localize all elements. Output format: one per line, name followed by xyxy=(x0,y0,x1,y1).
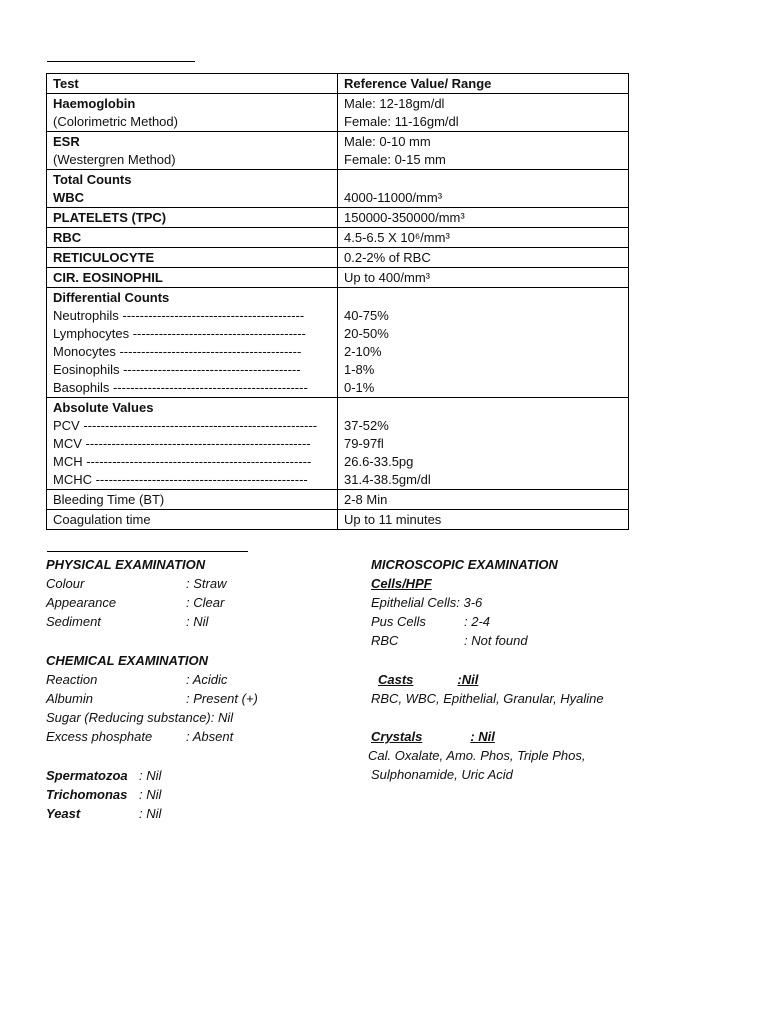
field-label: Reaction xyxy=(46,672,98,687)
chemical-title: CHEMICAL EXAMINATION xyxy=(46,653,209,668)
test-name: RETICULOCYTE xyxy=(53,250,155,265)
reference-value: 37-52% xyxy=(344,418,389,433)
field-label: Trichomonas xyxy=(46,787,128,802)
casts-section xyxy=(371,670,691,708)
field-value: : Straw xyxy=(186,576,227,591)
casts-value: :Nil xyxy=(457,672,479,687)
field-value: : Nil xyxy=(186,614,209,629)
test-cell xyxy=(47,268,338,288)
field-row xyxy=(371,593,671,612)
field-value: : Not found xyxy=(464,633,528,648)
header-reference: Reference Value/ Range xyxy=(338,74,629,94)
reference-cell xyxy=(338,510,629,530)
field-label: Epithelial Cells: 3-6 xyxy=(371,595,483,610)
crystals-heading xyxy=(371,727,691,746)
test-name: (Westergren Method) xyxy=(53,152,176,167)
field-row xyxy=(371,631,671,650)
reference-value: 2-10% xyxy=(344,344,382,359)
reference-cell xyxy=(338,208,629,228)
test-name: Monocytes ------------------------------------------ xyxy=(53,344,302,359)
field-row xyxy=(46,785,346,804)
reference-value xyxy=(344,399,622,417)
reference-value: Male: 12-18gm/dl xyxy=(344,96,445,111)
chemical-examination xyxy=(46,651,346,746)
test-name: Differential Counts xyxy=(53,290,170,305)
test-name: Eosinophils ----------------------------------------- xyxy=(53,362,301,377)
field-row xyxy=(46,612,346,631)
test-cell xyxy=(47,288,338,398)
reference-value xyxy=(344,289,622,307)
test-cell xyxy=(47,398,338,490)
table-row xyxy=(47,510,629,530)
test-name: Haemoglobin xyxy=(53,96,136,111)
table-row xyxy=(47,268,629,288)
field-value: : Clear xyxy=(186,595,225,610)
reference-value: Male: 0-10 mm xyxy=(344,134,431,149)
test-name: RBC xyxy=(53,230,82,245)
field-row xyxy=(46,689,346,708)
reference-value: 0-1% xyxy=(344,380,375,395)
test-name: WBC xyxy=(53,190,85,205)
test-cell xyxy=(47,94,338,132)
test-name: MCV ---------------------------------------------------- xyxy=(53,436,311,451)
field-label: Yeast xyxy=(46,806,81,821)
field-value: : Absent xyxy=(186,729,234,744)
reference-value: 79-97fl xyxy=(344,436,384,451)
test-name: PLATELETS (TPC) xyxy=(53,210,167,225)
field-row xyxy=(46,804,346,823)
test-cell xyxy=(47,208,338,228)
table-row xyxy=(47,490,629,510)
reference-cell xyxy=(338,228,629,248)
table-row xyxy=(47,288,629,398)
test-name: MCH ---------------------------------------------------- xyxy=(53,454,312,469)
microscopic-title: MICROSCOPIC EXAMINATION xyxy=(371,557,558,572)
microscopic-examination xyxy=(371,555,671,650)
reference-cell xyxy=(338,170,629,208)
test-name: Bleeding Time (BT) xyxy=(53,492,165,507)
reference-value: 4.5-6.5 X 10⁶/mm³ xyxy=(344,230,450,245)
field-label: Excess phosphate xyxy=(46,729,153,744)
header-test: Test xyxy=(47,74,338,94)
reference-value: Up to 400/mm³ xyxy=(344,270,430,285)
reference-cell xyxy=(338,398,629,490)
organisms-section xyxy=(46,766,346,823)
reference-value: 2-8 Min xyxy=(344,492,388,507)
physical-examination xyxy=(46,555,346,631)
test-name: ESR xyxy=(53,134,80,149)
test-name: MCHC ------------------------------------------------- xyxy=(53,472,308,487)
test-name: Coagulation time xyxy=(53,512,151,527)
table-row xyxy=(47,94,629,132)
test-name: PCV ------------------------------------------------------ xyxy=(53,418,318,433)
test-name: CIR. EOSINOPHIL xyxy=(53,270,163,285)
reference-value: Female: 0-15 mm xyxy=(344,152,446,167)
field-row xyxy=(46,708,346,727)
reference-value: 40-75% xyxy=(344,308,389,323)
field-value: : 2-4 xyxy=(464,614,491,629)
reference-value: 150000-350000/mm³ xyxy=(344,210,465,225)
field-value: : Present (+) xyxy=(186,691,258,706)
reference-value: 4000-11000/mm³ xyxy=(344,190,443,205)
casts-label: Casts xyxy=(378,672,414,687)
field-row xyxy=(46,727,346,746)
test-cell xyxy=(47,490,338,510)
field-row xyxy=(46,593,346,612)
test-cell xyxy=(47,510,338,530)
reference-cell xyxy=(338,132,629,170)
table-row xyxy=(47,248,629,268)
crystals-desc-2: Sulphonamide, Uric Acid xyxy=(371,767,513,782)
field-value: : Nil xyxy=(139,787,162,802)
test-name: Total Counts xyxy=(53,172,132,187)
field-row xyxy=(46,766,346,785)
top-rule xyxy=(47,61,195,62)
field-label: Sediment xyxy=(46,614,101,629)
reference-value: 26.6-33.5pg xyxy=(344,454,414,469)
microscopic-subtitle: Cells/HPF xyxy=(371,576,432,591)
field-row xyxy=(371,612,671,631)
test-name: Absolute Values xyxy=(53,400,154,415)
test-cell xyxy=(47,132,338,170)
test-name: (Colorimetric Method) xyxy=(53,114,178,129)
crystals-value: : Nil xyxy=(470,729,495,744)
casts-heading xyxy=(371,670,691,689)
table-header-row xyxy=(47,74,629,94)
table-row xyxy=(47,208,629,228)
reference-cell xyxy=(338,288,629,398)
reference-cell xyxy=(338,94,629,132)
table-row xyxy=(47,170,629,208)
field-value: : Nil xyxy=(139,806,162,821)
field-value: : Acidic xyxy=(186,672,228,687)
casts-desc: RBC, WBC, Epithelial, Granular, Hyaline xyxy=(371,691,604,706)
reference-cell xyxy=(338,268,629,288)
field-row xyxy=(46,670,346,689)
test-cell xyxy=(47,228,338,248)
reference-value: 31.4-38.5gm/dl xyxy=(344,472,431,487)
reference-value xyxy=(344,171,622,189)
field-label: Appearance xyxy=(46,595,117,610)
table-row xyxy=(47,398,629,490)
field-value: : Nil xyxy=(139,768,162,783)
field-label: Albumin xyxy=(46,691,93,706)
reference-value: Up to 11 minutes xyxy=(344,512,442,527)
section-rule xyxy=(47,551,248,552)
test-cell xyxy=(47,170,338,208)
field-label: RBC xyxy=(371,633,399,648)
crystals-desc-1: Cal. Oxalate, Amo. Phos, Triple Phos, xyxy=(368,748,586,763)
field-label: Sugar (Reducing substance): Nil xyxy=(46,710,234,725)
reference-cell xyxy=(338,248,629,268)
reference-table xyxy=(46,73,629,530)
crystals-label: Crystals xyxy=(371,729,423,744)
reference-value: 0.2-2% of RBC xyxy=(344,250,431,265)
reference-value: 20-50% xyxy=(344,326,389,341)
reference-value: 1-8% xyxy=(344,362,375,377)
test-name: Neutrophils ------------------------------------------ xyxy=(53,308,305,323)
table-row xyxy=(47,132,629,170)
test-name: Basophils --------------------------------------------- xyxy=(53,380,308,395)
table-row xyxy=(47,228,629,248)
test-cell xyxy=(47,248,338,268)
field-label: Pus Cells xyxy=(371,614,426,629)
test-name: Lymphocytes ---------------------------------------- xyxy=(53,326,306,341)
field-label: Spermatozoa xyxy=(46,768,128,783)
reference-cell xyxy=(338,490,629,510)
field-row xyxy=(46,574,346,593)
physical-title: PHYSICAL EXAMINATION xyxy=(46,557,206,572)
field-label: Colour xyxy=(46,576,85,591)
reference-value: Female: 11-16gm/dl xyxy=(344,114,459,129)
crystals-section xyxy=(368,727,691,784)
